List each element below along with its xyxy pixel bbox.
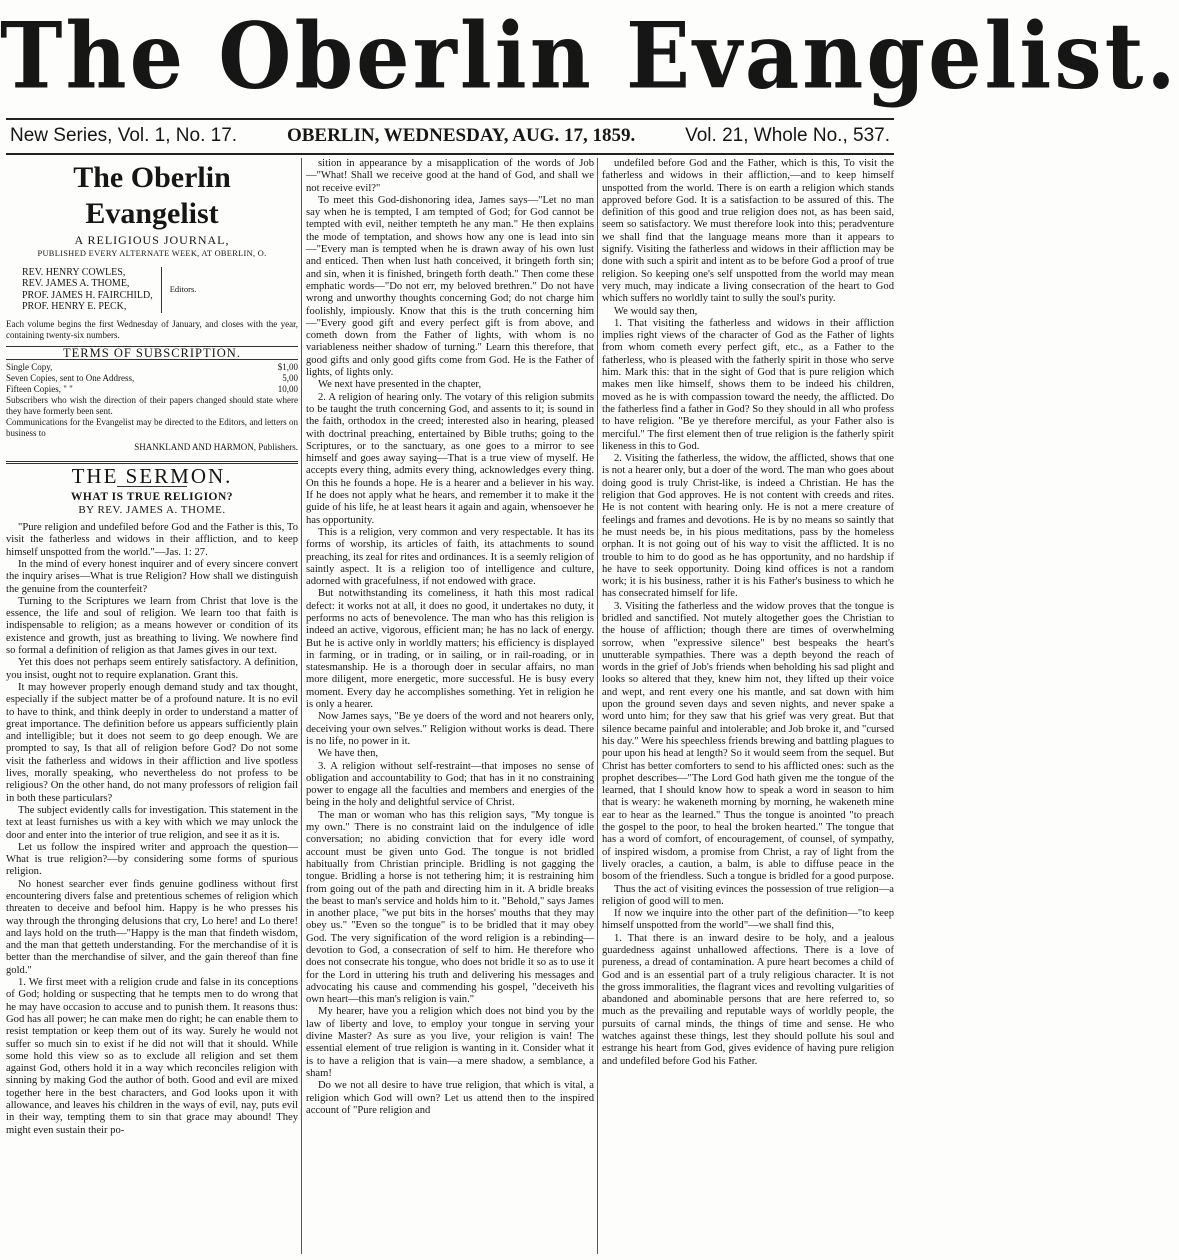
article-paragraph: undefiled before God and the Father, which is this, To visit the fatherless and widows in their affliction,—and to keep himself unspotted from the world. There is on earth a religion which stands approved before God. It is a satisfaction to be assured of this. The definition of this good and true religion does not, as has been said, seem so satisfactory. We must therefore look into this; peradventure we shall find that the language means more than it appears to signify. Visiting the fatherless and widows in their affliction may be done with such a spirit and intent as to be before God a proof of true religion. So keeping one's self unspotted from the world may mean very much, may indicate a living consecration of the heart to God which suffers no worldly taint to sully the soul's purity. [602,158,894,305]
price-label: Single Copy, [6,361,53,372]
price-label: Fifteen Copies, " " [6,383,73,394]
issue-dateline: OBERLIN, WEDNESDAY, AUG. 17, 1859. [286,125,636,146]
sermon-heading: THE SERMON. [71,464,233,489]
column-1-body [6,522,298,1137]
article-paragraph: Yet this does not perhaps seem entirely satisfactory. A definition, you insist, ought not to require explanation. Grant this. [6,657,298,681]
column-rule-1 [301,158,302,1254]
article-paragraph: Thus the act of visiting evinces the possession of true religion—a religion of good will to men. [602,883,894,907]
publishers: SHANKLAND AND HARMON, Publishers. [134,441,298,452]
column-1 [6,158,298,1254]
article-paragraph: 1. That there is an inward desire to be holy, and a jealous guardedness against unhallowed affections. There is a love of pureness, a dread of contamination. A pure heart becomes a child of God and is an essential part of a truly religious character. It is not the gross immoralities, the flagrant vices and revolting vulgarities of abandoned and abominable persons that are here referred to, so much as the prevailing and reputable ways of worldly people, the pursuits of carnal minds, the things of time and sense. He who watches against these things, lest they should pollute his soul and estrange his heart from God, gives evidence of having pure religion and undefiled before God his Father. [602,932,894,1067]
article-paragraph: To meet this God-dishonoring idea, James says—"Let no man say when he is tempted, I am tempted of God; for God cannot be tempted with evil, neither tempteth he any man." He then explains the mode of temptation, and shows how any one is lead into sin—"Every man is tempted when he is drawn away of his own lust and enticed. Then when lust hath conceived, it bringeth forth sin; and sin, when it is finished, bringeth forth death." Then come these emphatic words—"Do not err, my beloved brethren." Do not have wrong and unworthy thoughts concerning God; do not charge him foolishly, impiously. Know that this is the truth concerning him—"Every good gift and every perfect gift is from above, and cometh down from the Father of lights, with whom is no variableness neither shadow of turning." Learn this therefore, that good gifts and only good gifts come from God. He is the Father of lights, of lights only. [306,194,594,379]
article-paragraph: If now we inquire into the other part of the definition—"to keep himself unspotted from the world"—we shall find this, [602,908,894,932]
article-paragraph: We next have presented in the chapter, [318,379,482,391]
column-rule-2 [597,158,598,1254]
price-list [6,362,298,395]
article-paragraph: We would say then, [614,305,698,317]
article-title: WHAT IS TRUE RELIGION? [70,491,234,504]
issue-line [10,121,890,151]
editors-block [22,267,298,313]
article-byline: BY REV. JAMES A. THOME. [78,503,226,516]
article-paragraph: Do we not all desire to have true religion, that which is vital, a religion which God will own? Let us attend then to the inspired account of "Pure religion and [306,1080,594,1116]
article-paragraph: Turning to the Scriptures we learn from Christ that love is the essence, the life and soul of religion. We learn too that faith is indispensable to religion; as a means however or condition of its existence and growth, just as breathing to living. We nowhere find so formal a definition of religion as that James gives in our text. [6,595,298,657]
price-value: $1,00 [277,361,298,372]
article-paragraph: My hearer, have you a religion which does not bind you by the law of liberty and love, to employ your tongue in serving your divine Master? As sure as you live, your religion is vain! The essential element of true religion is wanting in it. Consider what it is to have a religion that is vain—a mere shadow, a semblance, a sham! [306,1006,594,1079]
nameplate: The Oberlin Evangelist [73,161,231,230]
notice-communications: Communications for the Evangelist may be directed to the Editors, and letters on business to [6,416,298,438]
column-2 [306,158,594,1254]
price-label: Seven Copies, sent to One Address, [6,372,135,383]
editors-tag: Editors. [169,284,197,295]
price-value: 5,00 [282,372,298,383]
editor-name: PROF. JAMES H. FAIRCHILD, [22,289,153,301]
article-paragraph: The subject evidently calls for investigation. This statement in the text at least furnishes us with a key with which we may unlock the door and enter into the interior of true religion, and see it as it is. [6,804,298,841]
publication-note: PUBLISHED EVERY ALTERNATE WEEK, AT OBERLIN, O. [37,249,267,259]
issue-volume: Vol. 21, Whole No., 537. [685,125,890,146]
article-paragraph: The man or woman who has this religion says, "My tongue is my own." There is no constraint laid on the indulgence of idle conversation; no abiding conviction that for every idle word account must be given unto God. The tongue is not bridled habitually from Christian principle. Bridling is not gagging the tongue. Bridling a horse is not tethering him; it is restraining him from going out of the path and directing him in it. A bridle breaks the beast to man's service and holds him to it. "Behold," says James in another place, "we put bits in the horses' mouths that they may obey us." "Even so the tongue" is to be bridled that it may obey God. The very signification of the word religion is a rebinding—devotion to God, a consecration of self to him. He therefore who does not consecrate his tongue, who does not bridle it so as to use it for the Lord in uttering his truth and delivering his messages and advocating his cause and commending his gospel, "deceiveth his own heart—this man's religion is vain." [306,809,594,1006]
editor-name: PROF. HENRY E. PECK, [22,301,127,313]
article-paragraph: Now James says, "Be ye doers of the word and not hearers only, deceiving your own selves." Religion without works is dead. There is no life, no power in it. [306,711,594,747]
article-paragraph: But notwithstanding its comeliness, it hath this most radical defect: it works not at all, it does no good, it undertakes no duty, it performs no acts of benevolence. The man who has this religion is indeed an active, vigorous, efficient man; he has no lack of energy. But he is active only in worldly matters; his efficiency is displayed in farming, or in trading, or in sailing, or in rail-roading, or in statesmanship. He is a thorough doer in secular affairs, no man more diligent, more energetic, more successful. He is busy every moment. Every day he accomplishes something. Yet in religion he is only a hearer. [306,588,594,711]
article-paragraph: 1. That visiting the fatherless and widows in their affliction implies right views of the character of God as the Father of lights from whom cometh every perfect gift, etc., as a Father to the fatherless, who is pleased with the fatherly spirit in those who serve him. Mark this: that in the sight of God that is pure religion which makes men like himself, shows them to be indeed his children, moved as he is with compassion toward the needy, the afflicted. Do the fatherless find a father in God? So they should in all who profess to have religion. "Be ye therefore merciful, as your Father also is merciful." The first element then of true religion is the fatherly spirit likeness in this to God. [602,317,894,452]
issue-rule-top [6,118,894,120]
volume-note: Each volume begins the first Wednesday of January, and closes with the year, containing twenty-six numbers. [6,318,298,340]
article-paragraph: sition in appearance by a misapplication of the words of Job—"What! Shall we receive good at the hand of God, and shall we not receive evil?" [306,158,594,194]
article-paragraph: 3. Visiting the fatherless and the widow proves that the tongue is bridled and sanctified. Not mutely altogether goes the Christian to the house of affliction; though there are times of overwhelming sorrow, when "expressive silence" best bespeaks the heart's unutterable sympathies. There was a depth beyond the reach of words in the grief of Job's friends when beholding his sad plight and looks so altered that they, knew him not, they lifted up their voice and wept, and rent every one his mantle, and sat down with him upon the ground seven days and seven nights, and never spake a word unto him; for they saw that his grief was very great. But that silence became painful and intolerable; and Job broke it, and "cursed his day." Were his speechless friends brewing and battling plagues to pour upon his head at length? So it would seem from the sequel. But Christ has better comforters to send to his afflicted ones: such as the prophet describes—"The Lord God hath given me the tongue of the learned, that I should know how to speak a word in season to him that is weary: he wakeneth morning by morning, he wakeneth mine ear to hear as the learned." Thus the tongue is anointed "to preach the gospel to the poor, to heal the broken hearted." The tongue that has a word of comfort, of encouragement, of counsel, of sympathy, of inspired wisdom, a promise from Christ, a ray of light from the lively oracles, a caution, a balm, is able to diffuse peace in the bosom of the friendless. Such a tongue is bridled for a good purpose. [602,600,894,883]
price-row [6,362,298,373]
price-row [6,373,298,384]
journal-subtitle: A RELIGIOUS JOURNAL, [74,233,230,247]
article-paragraph: It may however properly enough demand study and tax thought, especially if the subject matter be of a profound nature. It is no evil to have to think, and think deeply in order to understand a matter of great importance. The definition before us appears sufficiently plain and intelligible; but it does not seem to go deep enough. We are prompted to say, Is that all of religion before God? Do not some visit the fatherless and widows in their affliction and live spotless lives, morally speaking, who nevertheless do not profess to be religious? On the other hand, do not many professors of religion fail in both these particulars? [6,681,298,804]
article-paragraph: In the mind of every honest inquirer and of every sincere convert the inquiry arises—What is true Religion? How shall we distinguish the genuine from the counterfeit? [6,558,298,595]
article-paragraph: "Pure religion and undefiled before God and the Father is this, To visit the fatherless and widows in their affliction, and to keep himself unspotted from the world."—Jas. 1: 27. [6,522,298,558]
issue-rule-bottom [6,153,894,155]
article-paragraph: No honest searcher ever finds genuine godliness without first encountering divers false and pretentious schemes of religion which threaten to deceive and befool him. Happy is he who presses his way through the thronging delusions that cry, Lo here! and Lo there! and lays hold on the truth—"Happy is the man that findeth wisdom, and the man that getteth understanding. For the merchandise of it is better than the merchandise of silver, and the gain thereof than fine gold." [6,878,298,976]
article-paragraph: 3. A religion without self-restraint—that imposes no sense of obligation and accountability to God; that has in it no constraining power to engage all the faculties and members and energies of the being in the holy and delightful service of Christ. [306,760,594,809]
article-paragraph: Let us follow the inspired writer and approach the question—What is true religion?—by considering some forms of spurious religion. [6,841,298,878]
issue-series: New Series, Vol. 1, No. 17. [10,125,238,146]
masthead-title: The Oberlin Evangelist. [0,1,1179,109]
article-paragraph: This is a religion, very common and very respectable. It has its forms of worship, its articles of faith, its attachments to sound preaching, its zeal for rites and ordinances. It is a seemly religion of saintly aspect. It is a religion too of intelligence and culture, adorned with gracefulness, if not endowed with grace. [306,526,594,588]
article-paragraph: 2. Visiting the fatherless, the widow, the afflicted, shows that one is not a hearer only, but a doer of the word. The man who goes about doing good is truly Christ-like, is indeed a Christian. He has the religion that God approves. He is not content with creeds and rites. He is not content with hearing only. He is not a mere creature of feelings and frames and devotions. He is by no means so saintly that he must needs be, in his pious meditations, pass by the homeless orphan. It is not going out of his way to visit the afflicted. It is no trouble to him to do good as he has opportunity, and no hardship if he have to seek opportunity. Doing kind offices is not a random work; it is his business, rather it is his Father's business to which he has consecrated himself for life. [602,453,894,600]
terms-heading: TERMS OF SUBSCRIPTION. [6,346,298,360]
column-2-body [306,158,594,1117]
article-paragraph: 1. We first meet with a religion crude and false in its conceptions of God; holding or suspecting that he tempts men to do wrong that he may have occasion to accuse and to punish them. It reasons thus: God has all power; he can make men do right; he can enable them to resist temptation or keep them out of its way. Surely he would not suffer so much sin to exist if he did not will that it should. While some hold this view so as to exclude all religion and set them against God, others hold it in a way which reconciles religion with sinning by making God the author of both. Good and evil are mixed together here in the best characters, and God looks upon it with allowance, and leaves his children in the ways of evil, nay, puts evil in their way, tempting them to sin that grace may abound! They might even sustain their po- [6,977,298,1136]
price-row [6,384,298,395]
notice-address: Subscribers who wish the direction of their papers changed should state where they have formerly been sent. [6,394,298,416]
editor-name: REV. HENRY COWLES, [22,266,126,278]
column-3 [602,158,894,1254]
article-paragraph: 2. A religion of hearing only. The votary of this religion submits to be taught the truth concerning God, and assents to it; is sound in the faith, orthodox in the creed; interested also in hearing, pleased with doctrinal preaching, entertained by Bible truths; going to the Scriptures, or to the sanctuary, as one goes to a mirror to see himself and goes away saying—That is a true view of myself. He accepts every thing, admits every thing, acknowledges every thing. On this he founds a hope. He is a hearer and a believer in his way. If he does not apply what he hears, and remember it to make it the guide of his life, he at least hears it again and again, whensoever he has opportunity. [306,391,594,526]
column-3-body [602,158,894,1068]
price-value: 10,00 [277,383,298,394]
editor-name: REV. JAMES A. THOME, [22,278,130,290]
editors-list [22,267,162,313]
article-paragraph: We have then, [318,748,379,760]
